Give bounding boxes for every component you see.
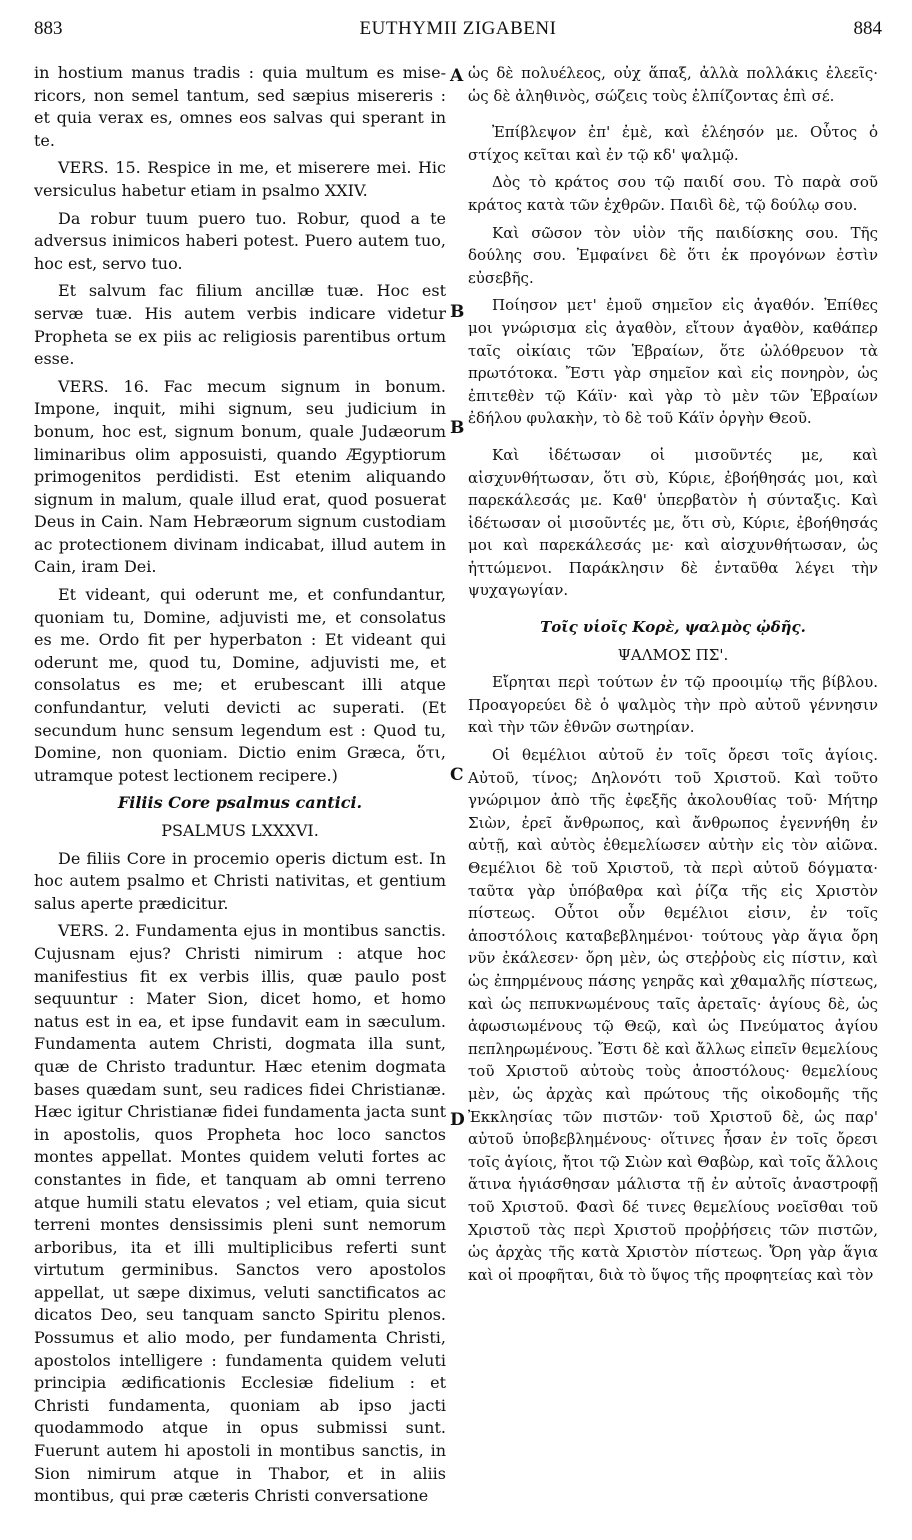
greek-paragraph: Καὶ ἰδέτωσαν οἱ μισοῦντές με, καὶ αἰσχυνθήτωσαν, ὅτι σὺ, Κύριε, ἐβοήθησάς μοι, καὶ παρεκάλεσάς με. Καθ' ὑπερβατὸν ἡ σύνταξις. Καὶ ἰδέτωσαν οἱ μισοῦντές με, ὅτι σὺ, Κύριε, ἐβοήθησάς μοι καὶ παρεκάλεσάς με· καὶ αἰσχυνθήτωσαν, ὡς ἡττώμενοι. Παράκλησιν δὲ ἐνταῦθα λέγει τὴν ψυχαγωγίαν. — [468, 445, 878, 600]
page-number-left: 883 — [34, 18, 63, 39]
page-number-right: 884 — [853, 18, 882, 39]
latin-paragraph: VERS. 16. Fac mecum signum in bonum. Impone, inquit, mihi signum, seu judicium in bonum, hoc est, signum bonum, quale Judæorum liminaribus olim apposuisti, quando Ægyptiorum primogenitos perdidisti. Est etenim aliquando signum in malum, quale illud erat, quod posuerat Deus in Cain. Nam Hebræorum signum custodiam ac protectionem divinam indicabat, illud autem in Cain, iram Dei. — [34, 376, 446, 577]
latin-paragraph: De filiis Core in procemio operis dictum est. In hoc autem psalmo et Christi nativitas, et gentium salus aperte prædicitur. — [34, 848, 446, 913]
latin-paragraph: Et videant, qui oderunt me, et confundantur, quoniam tu, Domine, adjuvisti me, et consolatus es me. Ordo fit per hyperbaton : Et videant qui oderunt me, quod tu, Domine, adjuvisti me, et consolatus es me; et erubescant illi atque confundantur, veluti devicti ac superati. (Et secundum hunc sensum legendum est : Quod tu, Domine, non quoniam. Dictio enim Græca, ὅτι, utramque potest lectionem recipere.) — [34, 585, 446, 785]
margin-marker-c: C — [450, 765, 464, 785]
running-title: EUTHYMII ZIGABENI — [359, 18, 557, 39]
greek-paragraph: Οἱ θεμέλιοι αὐτοῦ ἐν τοῖς ὄρεσι τοῖς ἁγίοις. Αὐτοῦ, τίνος; Δηλονότι τοῦ Χριστοῦ. Καὶ τοῦτο γνώριμον ἀπὸ τῆς ἐφεξῆς ἀκολουθίας τοῦ· Μήτηρ Σιὼν, ἐρεῖ ἄνθρωπος, καὶ ἄνθρωπος ἐγεννήθη ἐν αὐτῇ, καὶ αὐτὸς ἐθεμελίωσεν αὐτὴν εἰς τὸν αἰῶνα. Θεμέλιοι δὲ τοῦ Χριστοῦ, τὰ περὶ αὐτοῦ δόγματα· ταῦτα γὰρ ὑπόβαθρα καὶ ῥίζα τῆς εἰς Χριστὸν πίστεως. Οὗτοι οὖν θεμέλιοι εἰσιν, ἐν τοῖς ἀποστόλοις καταβεβλημένοι· τούτους γὰρ ἅγια ὄρη νῦν ἐκάλεσεν· ὄρη μὲν, ὡς στεῤῥοὺς εἰς πίστιν, καὶ ὡς ἐπηρμένους πάσης γεηρᾶς καὶ χθαμαλῆς πίστεως, καὶ ὡς πεπυκνωμένους ταῖς ἀρεταῖς· ἁγίους δὲ, ὡς ἀφωσιωμένους τῷ Θεῷ, καὶ ὡς Πνεύματος ἁγίου πεπληρωμένους. Ἔστι δὲ καὶ ἄλλως εἰπεῖν θεμελίους τοῦ Χριστοῦ αὐτοὺς τοὺς ἀποστόλους· θεμελίους μὲν, ὡς ἀρχὰς καὶ πρώτους τῆς οἰκοδομῆς τῆς Ἐκκλησίας τῶν πιστῶν· τοῦ Χριστοῦ δὲ, ὡς παρ' αὐτοῦ ὑποβεβλημένους· οἵτινες ἦσαν ἐν τοῖς ὄρεσι τοῖς ἁγίοις, ἤτοι τῷ Σιὼν καὶ Θαβὼρ, καὶ τοῖς ἄλλοις ἅτινα ἡγιάσθησαν μάλιστα τῇ ἐν αὐτοῖς ἀναστροφῇ τοῦ Χριστοῦ. Φασὶ δέ τινες θεμελίους νοεῖσθαι τοῦ Χριστοῦ τὰς περὶ Χριστοῦ προῤῥήσεις τῶν πιστῶν, ὡς ἀρχὰς τῆς κατὰ Χριστὸν πίστεως. Ὄρη γὰρ ἅγια καὶ οἱ προφῆται, διὰ τὸ ὕψος τῆς προφητείας καὶ τὸν — [468, 746, 878, 1284]
greek-paragraph: ὡς δὲ πολυέλεος, οὐχ ἅπαξ, ἀλλὰ πολλάκις ἐλεεῖς· ὡς δὲ ἀληθινὸς, σώζεις τοὺς ἐλπίζοντας ἐπὶ σέ. — [468, 64, 878, 105]
greek-paragraph: Εἴρηται περὶ τούτων ἐν τῷ προοιμίῳ τῆς βίβλου. Προαγορεύει δὲ ὁ ψαλμὸς τὴν πρὸ αὐτοῦ γέννησιν καὶ τὴν τῶν ἐθνῶν σωτηρίαν. — [468, 673, 878, 737]
latin-paragraph: Et salvum fac filium ancillæ tuæ. Hoc est servæ tuæ. His autem verbis indicare videtur Propheta se ex piis ac religiosis parentibus ortum esse. — [34, 281, 446, 369]
latin-column — [34, 62, 446, 1513]
margin-marker-d: D — [450, 1110, 465, 1130]
margin-marker-b2: B — [450, 418, 465, 438]
greek-paragraph: Ποίησον μετ' ἐμοῦ σημεῖον εἰς ἀγαθόν. Ἐπίθες μοι γνώρισμα εἰς ἀγαθὸν, εἴτουν ἀγαθὸν, καθάπερ ταῖς οἰκίαις τῶν Ἑβραίων, ὅτε ὠλόθρευον τὰ πρωτότοκα. Ἔστι γὰρ σημεῖον καὶ εἰς πονηρὸν, ὡς ἐπιτεθὲν τῷ Κάϊν· καὶ γὰρ τὸ μὲν τῶν Ἑβραίων ἐδήλου φυλακὴν, τὸ δὲ τοῦ Κάϊν ὀργὴν Θεοῦ. — [468, 296, 878, 428]
greek-paragraph: Δὸς τὸ κράτος σου τῷ παιδί σου. Τὸ παρὰ σοῦ κράτος κατὰ τῶν ἐχθρῶν. Παιδὶ δὲ, τῷ δούλῳ σου. — [468, 173, 878, 214]
margin-marker-b: B — [450, 302, 465, 322]
greek-column — [468, 62, 878, 1291]
latin-paragraph: VERS. 2. Fundamenta ejus in montibus sanctis. Cujusnam ejus? Christi nimirum : atque hoc manifestius fit ex verbis illis, quæ paulo post sequuntur : Mater Sion, dicet homo, et homo natus est in ea, et ipse fundavit eam in sæculum. Fundamenta autem Christi, dogmata illa sunt, quæ de Christo traduntur. Hæc etenim dogmata bases quædam sunt, seu radices fidei Christianæ. Hæc igitur Christianæ fidei fundamenta jacta sunt in apostolis, quos Propheta hoc loco sanctos montes appellat. Montes quidem veluti fortes ac constantes in fide, et tanquam ab omni terreno atque humili statu elevatos ; vel etiam, quia sicut terreni montes densissimis pleni sunt nemorum arboribus, ita et illi multiplicibus referti sunt virtutum germinibus. Sanctos vero apostolos appellat, ut sæpe diximus, veluti sanctificatos ac dicatos Deo, seu tanquam sancto Spiritu plenos. Possumus et alio modo, per fundamenta Christi, apostolos intelligere : fundamenta quidem veluti principia ædificationis Ecclesiæ fidelium : et Christi fundamenta, quoniam ab ipso jacti quodammodo atque in opus submissi sunt. Fuerunt autem hi apostoli in montibus sanctis, in Sion nimirum atque in Thabor, et in aliis montibus, qui præ cæteris Christi conversatione — [34, 921, 446, 1506]
latin-paragraph: Da robur tuum puero tuo. Robur, quod a te adversus inimicos haberi potest. Puero autem tuo, hoc est, servo tuo. — [34, 208, 446, 273]
greek-psalm-title: ΨΑΛΜΟΣ ΠΣ'. — [617, 645, 729, 664]
latin-paragraph: in hostium manus tradis : quia multum es mise-ricors, non semel tantum, sed sæpius misereris : et quia verax es, omnes eos salvas qui sperant in te. — [34, 63, 446, 150]
greek-psalm-superscription: Τοῖς υἱοῖς Κορὲ, ψαλμὸς ᾠδῆς. — [540, 618, 806, 637]
greek-paragraph: Καὶ σῶσον τὸν υἱὸν τῆς παιδίσκης σου. Τῆς δούλης σου. Ἐμφαίνει δὲ ὅτι ἐκ προγόνων ἐστὶν εὐσεβῆς. — [468, 223, 878, 287]
latin-paragraph: VERS. 15. Respice in me, et miserere mei. Hic versiculus habetur etiam in psalmo XXIV. — [34, 158, 446, 200]
margin-marker-a: A — [450, 66, 464, 86]
latin-psalm-superscription: Filiis Core psalmus cantici. — [117, 793, 363, 813]
greek-paragraph: Ἐπίβλεψον ἐπ' ἐμὲ, καὶ ἐλέησόν με. Οὗτος ὁ στίχος κεῖται καὶ ἐν τῷ κδ' ψαλμῷ. — [468, 123, 878, 164]
latin-psalm-title: PSALMUS LXXXVI. — [161, 821, 319, 840]
page-header — [34, 18, 882, 58]
